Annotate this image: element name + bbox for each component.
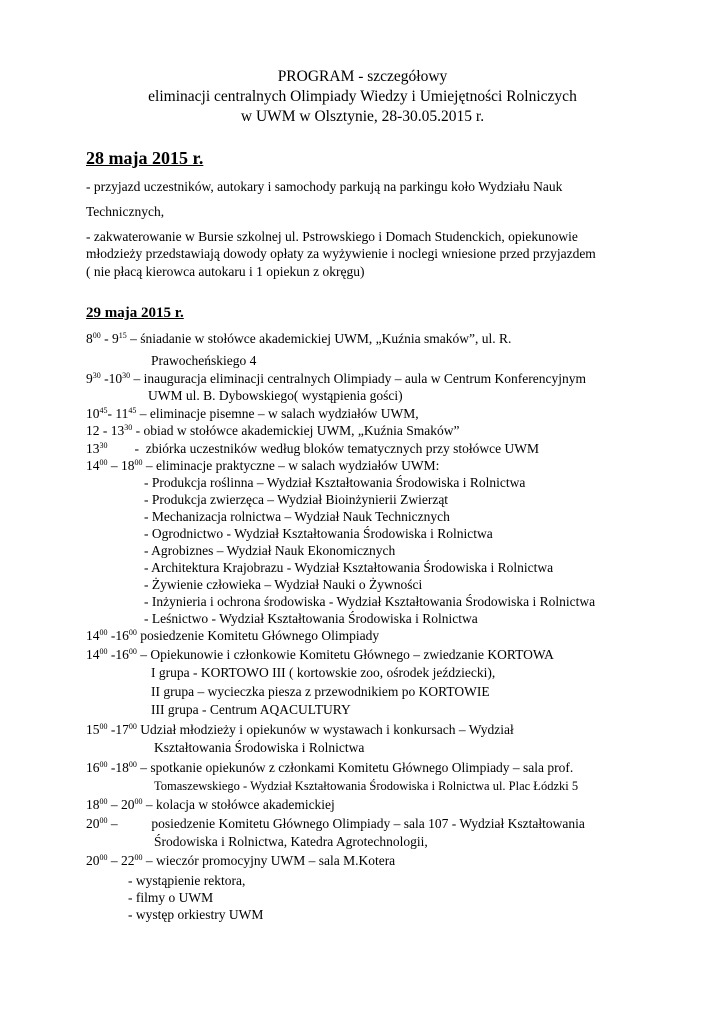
schedule-entry-gathering: $13^{30}$ - zbiórka uczestników według bloków tematycznych przy stołówce UWM <box>86 441 540 456</box>
schedule-entry-inauguration-cont: UWM ul. B. Dybowskiego( wystąpienia gości) <box>148 388 403 403</box>
schedule-entry-guardians-meeting: $16^{00}$ $-18^{00}$ – spotkanie opiekunów z członkami Komitetu Głównego Olimpiady – sala prof. <box>86 760 574 775</box>
program-location-dates: w UWM w Olsztynie, 28-30.05.2015 r. <box>240 108 485 125</box>
tour-group-item: III grupa - Centrum AQACULTURY <box>151 702 351 717</box>
promo-evening-item: - występ orkiestry UWM <box>128 907 264 922</box>
practical-exam-item: - Produkcja roślinna – Wydział Kształtowania Środowiska i Rolnictwa <box>144 475 526 490</box>
program-title: PROGRAM - szczegółowy <box>277 68 448 85</box>
promo-evening-item: - wystąpienie rektora, <box>128 873 246 888</box>
schedule-entry-exhibitions: $15^{00}$ $-17^{00}$ Udział młodzieży i opiekunów w wystawach i konkursach – Wydział <box>86 722 514 737</box>
practical-exam-item: - Ogrodnictwo - Wydział Kształtowania Środowiska i Rolnictwa <box>144 526 493 541</box>
practical-exam-item: - Mechanizacja rolnictwa – Wydział Nauk Technicznych <box>144 509 450 524</box>
schedule-entry-lunch: $12 - 13^{30}$ - obiad w stołówce akademickiej UWM, „Kuźnia Smaków” <box>86 423 460 438</box>
schedule-entry-promo-evening: $20^{00} - 22^{00}$ – wieczór promocyjny UWM – sala M.Kotera <box>86 853 396 868</box>
schedule-entry-breakfast: $8^{00} - 9^{15}$ – śniadanie w stołówce akademickiej UWM, „Kuźnia smaków”, ul. R. <box>86 331 512 346</box>
day1-lodging-line1: - zakwaterowanie w Bursie szkolnej ul. Pstrowskiego i Domach Studenckich, opiekunowie <box>86 229 578 244</box>
tour-group-item: II grupa – wycieczka piesza z przewodnikiem po KORTOWIE <box>151 684 490 699</box>
schedule-entry-evening-committee: $20^{00}$ – posiedzenie Komitetu Głównego Olimpiady – sala 107 - Wydział Kształtowania <box>86 816 585 831</box>
schedule-entry-inauguration: $9^{30}$ $-10^{30}$ – inauguracja eliminacji centralnych Olimpiady – aula w Centrum Konferencyjnym <box>86 371 586 386</box>
schedule-entry-evening-committee-cont: Środowiska i Rolnictwa, Katedra Agrotechnologii, <box>154 834 428 849</box>
schedule-entry-exhibitions-cont: Kształtowania Środowiska i Rolnictwa <box>154 740 365 755</box>
schedule-entry-practical-exams: $14^{00} - 18^{00}$ – eliminacje praktyczne – w salach wydziałów UWM: <box>86 458 440 473</box>
day1-lodging-line3: ( nie płacą kierowca autokaru i 1 opiekun z okręgu) <box>86 264 365 279</box>
practical-exam-item: - Żywienie człowieka – Wydział Nauki o Żywności <box>144 577 423 592</box>
day1-arrival-line2: Technicznych, <box>86 204 165 219</box>
day1-lodging-line2: młodzieży przedstawiają dowody opłaty za wyżywienie i noclegi wniesione przed przyjazdem <box>86 246 596 261</box>
day1-heading: 28 maja 2015 r. <box>86 148 204 168</box>
practical-exam-item: - Produkcja zwierzęca – Wydział Bioinżynierii Zwierząt <box>144 492 449 507</box>
schedule-entry-committee-meeting: $14^{00}$ $-16^{00}$ posiedzenie Komitetu Głównego Olimpiady <box>86 628 380 643</box>
practical-exam-item: - Agrobiznes – Wydział Nauk Ekonomicznych <box>144 543 396 558</box>
schedule-entry-kortowo-tour: $14^{00}$ $-16^{00}$ – Opiekunowie i członkowie Komitetu Głównego – zwiedzanie KORTOWA <box>86 647 554 662</box>
program-subtitle: eliminacji centralnych Olimpiady Wiedzy i Umiejętności Rolniczych <box>148 88 577 105</box>
day1-arrival-line1: - przyjazd uczestników, autokary i samochody parkują na parkingu koło Wydziału Nauk <box>86 179 563 194</box>
practical-exam-item: - Leśnictwo - Wydział Kształtowania Środowiska i Rolnictwa <box>144 611 478 626</box>
practical-exam-item: - Architektura Krajobrazu - Wydział Kształtowania Środowiska i Rolnictwa <box>144 560 554 575</box>
schedule-entry-dinner: $18^{00} - 20^{00}$ – kolacja w stołówce akademickiej <box>86 797 335 812</box>
schedule-entry-breakfast-cont: Prawocheńskiego 4 <box>151 353 257 368</box>
promo-evening-item: - filmy o UWM <box>128 890 214 905</box>
tour-group-item: I grupa - KORTOWO III ( kortowskie zoo, ośrodek jeździecki), <box>151 665 496 680</box>
day2-heading: 29 maja 2015 r. <box>86 305 184 321</box>
schedule-entry-written-exams: $10^{45}-$ $11^{45}$ – eliminacje pisemne – w salach wydziałów UWM, <box>86 406 419 421</box>
schedule-entry-guardians-meeting-cont: Tomaszewskiego - Wydział Kształtowania Środowiska i Rolnictwa ul. Plac Łódzki 5 <box>154 779 579 793</box>
practical-exam-item: - Inżynieria i ochrona środowiska - Wydział Kształtowania Środowiska i Rolnictwa <box>144 594 596 609</box>
